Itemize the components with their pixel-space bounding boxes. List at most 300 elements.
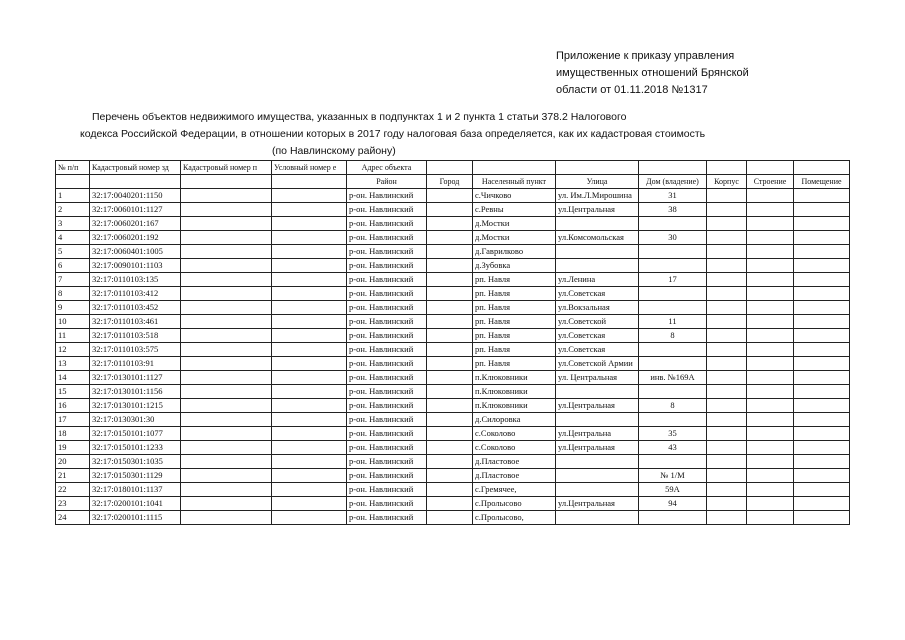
cell-city <box>427 483 473 497</box>
cell-settlement: рп. Навля <box>473 329 556 343</box>
cell-building <box>747 455 794 469</box>
cell-cond <box>272 217 347 231</box>
cell-house <box>639 385 707 399</box>
cell-building <box>747 343 794 357</box>
cell-house: № 1/М <box>639 469 707 483</box>
cell-street: ул.Центральная <box>556 203 639 217</box>
cell-district: р-он. Навлинский <box>347 371 427 385</box>
table-row <box>56 189 850 203</box>
cell-district: р-он. Навлинский <box>347 329 427 343</box>
cell-building <box>747 315 794 329</box>
header-cell <box>473 161 556 175</box>
header-cell: Строение <box>747 175 794 189</box>
cell-korpus <box>707 245 747 259</box>
cell-korpus <box>707 231 747 245</box>
cell-house <box>639 511 707 525</box>
cell-cad2 <box>181 385 272 399</box>
cell-district: р-он. Навлинский <box>347 343 427 357</box>
cell-cond <box>272 399 347 413</box>
table-row <box>56 287 850 301</box>
table-row <box>56 343 850 357</box>
cell-n: 14 <box>56 371 90 385</box>
cell-cad2 <box>181 511 272 525</box>
cell-cad2 <box>181 357 272 371</box>
cell-cad: 32:17:0150101:1233 <box>90 441 181 455</box>
cell-street <box>556 259 639 273</box>
cell-cad2 <box>181 287 272 301</box>
cell-city <box>427 273 473 287</box>
cell-settlement: с.Пролысово <box>473 497 556 511</box>
cell-settlement: д.Пластовое <box>473 455 556 469</box>
header-cell <box>181 175 272 189</box>
cell-cad: 32:17:0110103:412 <box>90 287 181 301</box>
header-cell <box>556 161 639 175</box>
cell-city <box>427 511 473 525</box>
cell-settlement: д.Зубовка <box>473 259 556 273</box>
cell-cad: 32:17:0110103:518 <box>90 329 181 343</box>
cell-cad2 <box>181 301 272 315</box>
title-line: кодекса Российской Федерации, в отношении которых в 2017 году налоговая база определяется, как их кадастровая стоимость <box>80 128 706 140</box>
cell-house <box>639 343 707 357</box>
cell-house: 8 <box>639 399 707 413</box>
cell-cad: 32:17:0150101:1077 <box>90 427 181 441</box>
table-header-row <box>56 161 850 175</box>
cell-cad2 <box>181 231 272 245</box>
cell-house <box>639 245 707 259</box>
cell-city <box>427 385 473 399</box>
header-cell: Улица <box>556 175 639 189</box>
header-cell: Адрес объекта <box>347 161 427 175</box>
appendix-note <box>556 48 886 99</box>
cell-n: 13 <box>56 357 90 371</box>
cell-city <box>427 399 473 413</box>
cell-room <box>794 315 850 329</box>
cell-building <box>747 203 794 217</box>
cell-cond <box>272 497 347 511</box>
cell-n: 5 <box>56 245 90 259</box>
header-cell: Населенный пункт <box>473 175 556 189</box>
cell-settlement: д.Гаврилково <box>473 245 556 259</box>
table-row <box>56 399 850 413</box>
cell-cad2 <box>181 273 272 287</box>
cell-cad2 <box>181 427 272 441</box>
cell-district: р-он. Навлинский <box>347 413 427 427</box>
cell-street: ул.Вокзальная <box>556 301 639 315</box>
cell-street: ул.Центральная <box>556 497 639 511</box>
cell-settlement: д.Мостки <box>473 217 556 231</box>
header-cell <box>707 161 747 175</box>
cell-room <box>794 259 850 273</box>
cell-cond <box>272 301 347 315</box>
cell-n: 15 <box>56 385 90 399</box>
cell-district: р-он. Навлинский <box>347 399 427 413</box>
cell-cad2 <box>181 259 272 273</box>
cell-street <box>556 455 639 469</box>
cell-house <box>639 217 707 231</box>
cell-korpus <box>707 301 747 315</box>
cell-n: 2 <box>56 203 90 217</box>
cell-district: р-он. Навлинский <box>347 189 427 203</box>
cell-house: инв. №169А <box>639 371 707 385</box>
cell-settlement: рп. Навля <box>473 273 556 287</box>
cell-house <box>639 455 707 469</box>
table-row <box>56 357 850 371</box>
cell-cad: 32:17:0130101:1156 <box>90 385 181 399</box>
cell-cad: 32:17:0110103:452 <box>90 301 181 315</box>
cell-city <box>427 441 473 455</box>
cell-cad: 32:17:0060201:192 <box>90 231 181 245</box>
cell-korpus <box>707 483 747 497</box>
cell-n: 8 <box>56 287 90 301</box>
table-row <box>56 217 850 231</box>
cell-cond <box>272 427 347 441</box>
cell-cond <box>272 371 347 385</box>
cell-n: 20 <box>56 455 90 469</box>
cell-district: р-он. Навлинский <box>347 357 427 371</box>
cell-house: 59А <box>639 483 707 497</box>
document-title <box>80 109 800 160</box>
cell-korpus <box>707 217 747 231</box>
table-row <box>56 455 850 469</box>
table-row <box>56 497 850 511</box>
cell-cad: 32:17:0150301:1129 <box>90 469 181 483</box>
table-row <box>56 273 850 287</box>
cell-building <box>747 287 794 301</box>
cell-room <box>794 455 850 469</box>
cell-cond <box>272 469 347 483</box>
cell-korpus <box>707 497 747 511</box>
cell-street <box>556 413 639 427</box>
header-cell: Условный номер е <box>272 161 347 175</box>
cell-building <box>747 231 794 245</box>
cell-building <box>747 441 794 455</box>
cell-building <box>747 399 794 413</box>
cell-building <box>747 371 794 385</box>
cell-city <box>427 427 473 441</box>
cell-street: ул.Комсомольская <box>556 231 639 245</box>
cell-building <box>747 413 794 427</box>
cell-room <box>794 497 850 511</box>
title-line: Перечень объектов недвижимого имущества, указанных в подпунктах 1 и 2 пункта 1 статьи 378.2 Налогового <box>92 111 627 123</box>
cell-room <box>794 189 850 203</box>
header-cell <box>794 161 850 175</box>
header-cell: № п/п <box>56 161 90 175</box>
cell-korpus <box>707 427 747 441</box>
cell-city <box>427 301 473 315</box>
cell-settlement: с.Соколово <box>473 441 556 455</box>
cell-city <box>427 245 473 259</box>
cell-korpus <box>707 399 747 413</box>
cell-cond <box>272 329 347 343</box>
cell-street: ул. Им.Л.Мирошина <box>556 189 639 203</box>
cell-house <box>639 357 707 371</box>
header-cell <box>272 175 347 189</box>
cell-house: 43 <box>639 441 707 455</box>
cell-cad: 32:17:0130101:1127 <box>90 371 181 385</box>
table-row <box>56 511 850 525</box>
cell-n: 18 <box>56 427 90 441</box>
cell-city <box>427 315 473 329</box>
cell-street: ул.Центральная <box>556 441 639 455</box>
cell-cad: 32:17:0060101:1127 <box>90 203 181 217</box>
cell-settlement: д.Пластовое <box>473 469 556 483</box>
cell-street: ул.Советская <box>556 343 639 357</box>
cell-district: р-он. Навлинский <box>347 231 427 245</box>
cell-cad2 <box>181 497 272 511</box>
cell-n: 24 <box>56 511 90 525</box>
cell-korpus <box>707 343 747 357</box>
cell-city <box>427 259 473 273</box>
cell-room <box>794 371 850 385</box>
cell-settlement: д.Силоровка <box>473 413 556 427</box>
cell-cad: 32:17:0090101:1103 <box>90 259 181 273</box>
cell-korpus <box>707 189 747 203</box>
cell-cond <box>272 203 347 217</box>
cell-house: 38 <box>639 203 707 217</box>
cell-cad2 <box>181 343 272 357</box>
cell-cad2 <box>181 483 272 497</box>
cell-cad: 32:17:0110103:461 <box>90 315 181 329</box>
cell-room <box>794 385 850 399</box>
cell-room <box>794 273 850 287</box>
cell-cond <box>272 287 347 301</box>
cell-cond <box>272 273 347 287</box>
cell-cad: 32:17:0060401:1005 <box>90 245 181 259</box>
table-row <box>56 329 850 343</box>
cell-cad2 <box>181 455 272 469</box>
cell-cond <box>272 413 347 427</box>
header-cell <box>747 161 794 175</box>
cell-korpus <box>707 455 747 469</box>
table-row <box>56 469 850 483</box>
cell-cond <box>272 245 347 259</box>
cell-room <box>794 427 850 441</box>
cell-korpus <box>707 511 747 525</box>
cell-n: 17 <box>56 413 90 427</box>
cell-district: р-он. Навлинский <box>347 427 427 441</box>
cell-korpus <box>707 287 747 301</box>
cell-cad: 32:17:0130101:1215 <box>90 399 181 413</box>
cell-city <box>427 357 473 371</box>
cell-house: 31 <box>639 189 707 203</box>
cell-building <box>747 189 794 203</box>
cell-house: 11 <box>639 315 707 329</box>
cell-settlement: рп. Навля <box>473 357 556 371</box>
cell-cad: 32:17:0200101:1041 <box>90 497 181 511</box>
cell-street <box>556 245 639 259</box>
cell-cad2 <box>181 469 272 483</box>
cell-street: ул.Советской Армии <box>556 357 639 371</box>
cell-n: 6 <box>56 259 90 273</box>
table-row <box>56 315 850 329</box>
cell-settlement: д.Мостки <box>473 231 556 245</box>
cell-building <box>747 329 794 343</box>
cell-street <box>556 217 639 231</box>
table-row <box>56 231 850 245</box>
cell-street: ул.Советская <box>556 287 639 301</box>
header-cell: Кадастровый номер зд <box>90 161 181 175</box>
cell-cond <box>272 357 347 371</box>
cell-korpus <box>707 469 747 483</box>
cell-room <box>794 301 850 315</box>
cell-cad: 32:17:0200101:1115 <box>90 511 181 525</box>
cell-building <box>747 245 794 259</box>
cell-cad2 <box>181 189 272 203</box>
cell-room <box>794 329 850 343</box>
cell-house: 30 <box>639 231 707 245</box>
cell-building <box>747 385 794 399</box>
cell-city <box>427 189 473 203</box>
cell-street <box>556 469 639 483</box>
cell-room <box>794 287 850 301</box>
cell-house: 8 <box>639 329 707 343</box>
cell-n: 10 <box>56 315 90 329</box>
cell-district: р-он. Навлинский <box>347 315 427 329</box>
table-row <box>56 483 850 497</box>
cell-settlement: с.Гремячее, <box>473 483 556 497</box>
table-row <box>56 371 850 385</box>
cell-korpus <box>707 329 747 343</box>
cell-korpus <box>707 203 747 217</box>
cell-korpus <box>707 357 747 371</box>
title-district: (по Навлинскому району) <box>272 145 396 157</box>
cell-building <box>747 511 794 525</box>
cell-cond <box>272 455 347 469</box>
cell-cond <box>272 189 347 203</box>
cell-street <box>556 483 639 497</box>
cell-house: 35 <box>639 427 707 441</box>
cell-district: р-он. Навлинский <box>347 469 427 483</box>
cell-settlement: п.Клюковники <box>473 385 556 399</box>
cell-street: ул.Советской <box>556 315 639 329</box>
cell-korpus <box>707 315 747 329</box>
cell-city <box>427 329 473 343</box>
cell-settlement: п.Клюковники <box>473 399 556 413</box>
cell-room <box>794 217 850 231</box>
cell-cad: 32:17:0110103:91 <box>90 357 181 371</box>
cell-n: 3 <box>56 217 90 231</box>
cell-n: 22 <box>56 483 90 497</box>
cell-district: р-он. Навлинский <box>347 441 427 455</box>
cell-building <box>747 301 794 315</box>
header-cell <box>56 175 90 189</box>
cell-cad2 <box>181 399 272 413</box>
cell-cond <box>272 315 347 329</box>
table-row <box>56 441 850 455</box>
cell-settlement: рп. Навля <box>473 343 556 357</box>
cell-room <box>794 245 850 259</box>
cell-house: 17 <box>639 273 707 287</box>
cell-house <box>639 259 707 273</box>
header-cell: Помещение <box>794 175 850 189</box>
cell-street: ул.Центральная <box>556 399 639 413</box>
cell-city <box>427 371 473 385</box>
cell-cad2 <box>181 441 272 455</box>
cell-cad2 <box>181 217 272 231</box>
cell-settlement: с.Чичково <box>473 189 556 203</box>
cell-korpus <box>707 385 747 399</box>
cell-cad2 <box>181 203 272 217</box>
cell-city <box>427 203 473 217</box>
cell-n: 23 <box>56 497 90 511</box>
cell-cad: 32:17:0110103:575 <box>90 343 181 357</box>
cell-korpus <box>707 441 747 455</box>
table-row <box>56 245 850 259</box>
cell-street: ул.Советская <box>556 329 639 343</box>
header-cell: Кадастровый номер п <box>181 161 272 175</box>
cell-settlement: рп. Навля <box>473 315 556 329</box>
cell-building <box>747 357 794 371</box>
cell-district: р-он. Навлинский <box>347 273 427 287</box>
cell-settlement: п.Клюковники <box>473 371 556 385</box>
cell-cond <box>272 441 347 455</box>
cell-room <box>794 511 850 525</box>
table-row <box>56 301 850 315</box>
cell-district: р-он. Навлинский <box>347 217 427 231</box>
cell-settlement: рп. Навля <box>473 301 556 315</box>
cell-city <box>427 231 473 245</box>
cell-building <box>747 483 794 497</box>
header-cell <box>639 161 707 175</box>
appendix-line: имущественных отношений Брянской <box>556 67 749 79</box>
cell-cad: 32:17:0060201:167 <box>90 217 181 231</box>
cell-district: р-он. Навлинский <box>347 511 427 525</box>
cell-district: р-он. Навлинский <box>347 385 427 399</box>
cell-cad: 32:17:0110103:135 <box>90 273 181 287</box>
cell-house <box>639 287 707 301</box>
cell-settlement: рп. Навля <box>473 287 556 301</box>
cell-city <box>427 497 473 511</box>
cell-n: 7 <box>56 273 90 287</box>
cell-cad: 32:17:0180101:1137 <box>90 483 181 497</box>
cell-n: 21 <box>56 469 90 483</box>
cell-room <box>794 399 850 413</box>
table-subheader-row <box>56 175 850 189</box>
cell-cond <box>272 259 347 273</box>
cell-n: 12 <box>56 343 90 357</box>
cell-building <box>747 469 794 483</box>
appendix-line: области от 01.11.2018 №1317 <box>556 84 708 96</box>
cell-cad: 32:17:0150301:1035 <box>90 455 181 469</box>
cell-n: 16 <box>56 399 90 413</box>
cell-district: р-он. Навлинский <box>347 497 427 511</box>
cell-district: р-он. Навлинский <box>347 287 427 301</box>
cell-house: 94 <box>639 497 707 511</box>
cell-city <box>427 413 473 427</box>
cell-cond <box>272 483 347 497</box>
property-register-table <box>55 160 850 525</box>
cell-city <box>427 469 473 483</box>
cell-room <box>794 469 850 483</box>
cell-cond <box>272 385 347 399</box>
cell-n: 1 <box>56 189 90 203</box>
cell-street <box>556 511 639 525</box>
cell-cad2 <box>181 413 272 427</box>
cell-room <box>794 483 850 497</box>
cell-cad: 32:17:0040201:1150 <box>90 189 181 203</box>
cell-korpus <box>707 259 747 273</box>
cell-room <box>794 357 850 371</box>
cell-district: р-он. Навлинский <box>347 301 427 315</box>
cell-house <box>639 301 707 315</box>
header-cell: Район <box>347 175 427 189</box>
cell-cond <box>272 343 347 357</box>
cell-district: р-он. Навлинский <box>347 245 427 259</box>
cell-settlement: с.Ревны <box>473 203 556 217</box>
header-cell: Корпус <box>707 175 747 189</box>
cell-korpus <box>707 413 747 427</box>
cell-city <box>427 287 473 301</box>
